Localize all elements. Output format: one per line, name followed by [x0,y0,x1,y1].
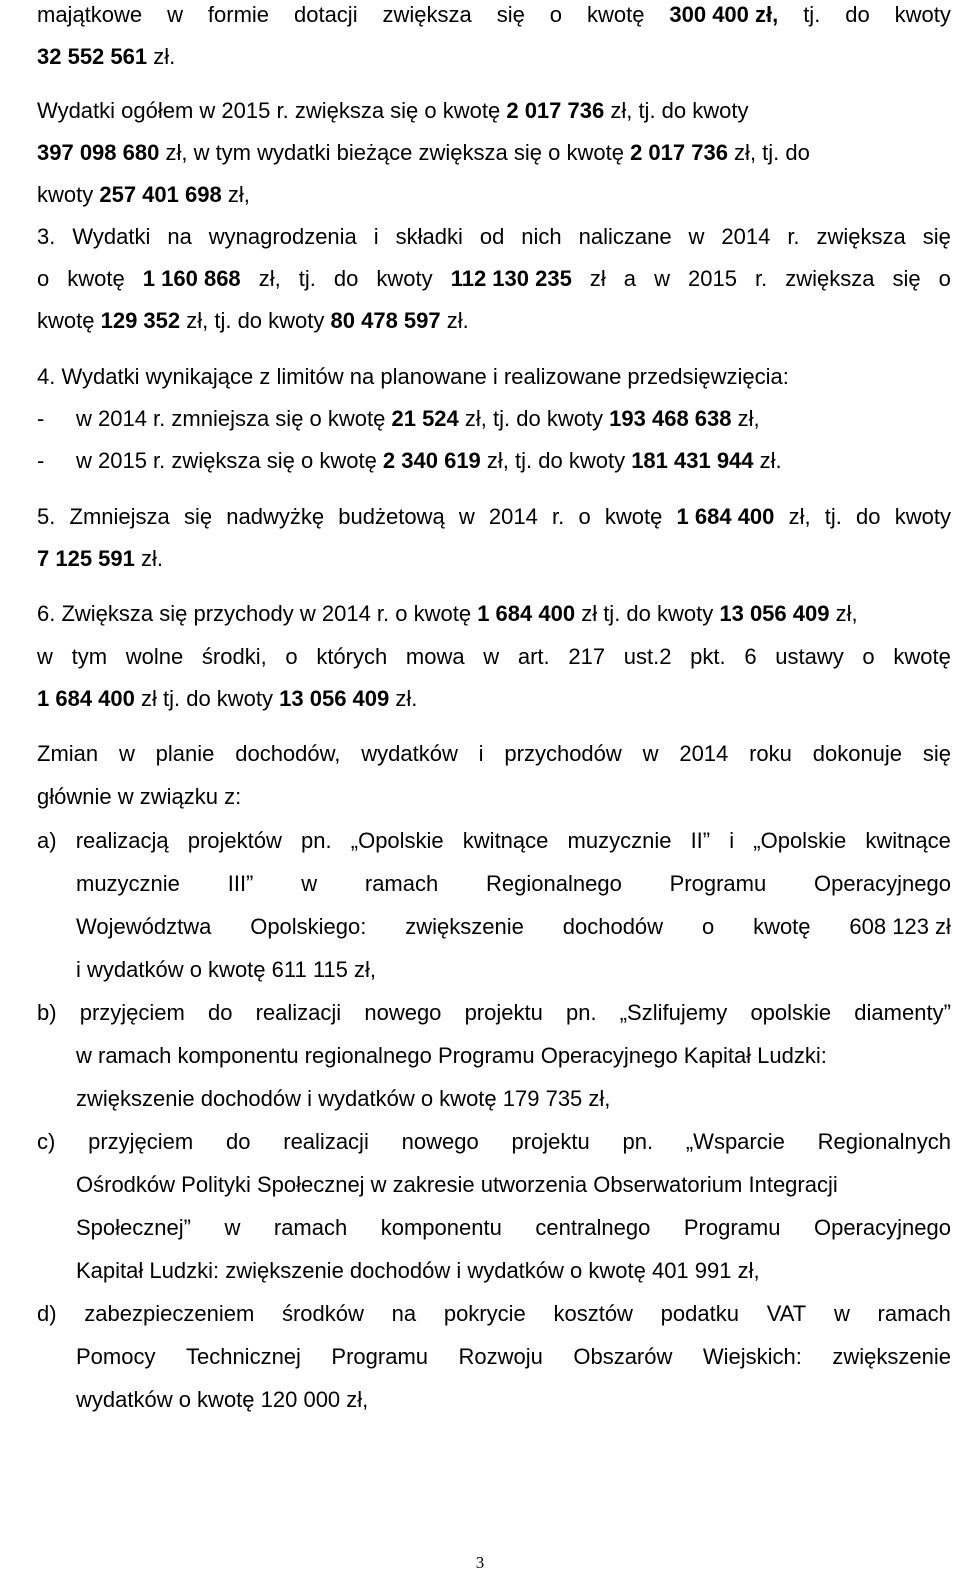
item-b-line-3: zwiększenie dochodów i wydatków o kwotę 179 735 zł, [76,1086,611,1111]
word: ramach [273,1215,348,1240]
word: ust.2 [623,644,672,669]
word: o [37,266,50,291]
changes-intro-line-1 [37,741,951,767]
word: c) [37,1129,56,1154]
word: zwiększa [816,224,906,249]
word: r. [552,504,565,529]
word: projektu [464,1000,543,1025]
word: w [654,266,670,291]
word: o [862,644,875,669]
word: wydatków [361,741,458,766]
word: zwiększa [785,266,875,291]
word: przyjęciem [88,1129,194,1154]
word: realizacją [75,828,169,853]
word: a [623,266,637,291]
word: składki [395,224,463,249]
word: realizacji [255,1000,342,1025]
word: diamenty” [854,1000,951,1025]
item-6-line-3: 1 684 400 zł tj. do kwoty 13 056 409 zł. [37,686,418,711]
expenses-2015-line-1: Wydatki ogółem w 2015 r. zwiększa się o kwotę 2 017 736 zł, tj. do kwoty [37,98,749,123]
word: Programu [331,1344,428,1369]
word: się [922,741,951,766]
word: d) [37,1301,57,1326]
item-c-line-3 [76,1215,951,1241]
page-number: 3 [475,1553,485,1572]
word: centralnego [535,1215,651,1240]
word: mowa [405,644,465,669]
word: pn. [622,1129,654,1154]
word: tym [71,644,108,669]
word: „Opolskie [753,828,847,853]
word: o [938,266,951,291]
word: środków [281,1301,364,1326]
word: kwoty [894,2,951,27]
item-a-line-1 [37,828,951,854]
word: podatku [660,1301,739,1326]
word: roku [749,741,792,766]
word: ramach [877,1301,951,1326]
continuation-line-1 [37,2,951,28]
item-a-line-4: i wydatków o kwotę 611 115 zł, [76,957,377,982]
word: w [458,504,475,529]
word: przyjęciem [79,1000,185,1025]
word: się [922,224,951,249]
word: projektu [511,1129,590,1154]
item-3-line-2 [37,266,951,292]
word: pn. [565,1000,597,1025]
word: r. [787,224,800,249]
word: w [688,224,705,249]
word: 608 123 zł [849,914,951,939]
word: Pomocy [76,1344,156,1369]
word: kwotę [586,2,645,27]
expenses-2015-line-2: 397 098 680 zł, w tym wydatki bieżące zwiększa się o kwotę 2 017 736 zł, tj. do [37,140,810,165]
word: się [183,504,213,529]
word: 112 130 235 [450,266,572,291]
word: od [479,224,505,249]
word: II” [690,828,711,853]
word: 300 400 zł, [669,2,779,27]
word: Technicznej [185,1344,301,1369]
continuation-line-2: 32 552 561 zł. [37,44,176,69]
item-5-line-2: 7 125 591 zł. [37,546,163,571]
word: „Opolskie [350,828,444,853]
word: planie [155,741,215,766]
item-4-heading: 4. Wydatki wynikające z limitów na planowane i realizowane przedsięwzięcia: [37,364,789,389]
word: Zmian [37,741,99,766]
word: nowego [401,1129,479,1154]
word: formie [207,2,270,27]
word: tj. [298,266,316,291]
word: zł [589,266,606,291]
item-b-line-2: w ramach komponentu regionalnego Programu Operacyjnego Kapitał Ludzki: [76,1043,827,1068]
word: tj. [824,504,842,529]
word: art. [517,644,550,669]
word: Opolskiego: [250,914,367,939]
item-c-line-4: Kapitał Ludzki: zwiększenie dochodów i wydatków o kwotę 401 991 zł, [76,1258,760,1283]
item-4-line-2015: w 2015 r. zwiększa się o kwotę 2 340 619 zł, tj. do kwoty 181 431 944 zł. [76,448,782,473]
word: 2015 [687,266,737,291]
word: wolne [125,644,184,669]
word: kwoty [376,266,433,291]
item-3-line-1 [37,224,951,250]
word: o [578,504,591,529]
word: kwotę [604,504,663,529]
item-4-line-2014: w 2014 r. zmniejsza się o kwotę 21 524 zł, tj. do kwoty 193 468 638 zł, [76,406,760,431]
word: dochodów, [235,741,341,766]
word: Regionalnego [486,871,622,896]
word: dokonuje [812,741,903,766]
word: o [549,2,563,27]
item-d-line-3: wydatków o kwotę 120 000 zł, [76,1387,369,1412]
word: Województwa [76,914,212,939]
word: i [373,224,379,249]
word: Operacyjnego [813,1215,951,1240]
word: zwiększenie [405,914,524,939]
word: nich [521,224,562,249]
word: kwitnące [462,828,549,853]
word: realizacji [283,1129,369,1154]
word: w [833,1301,850,1326]
word: 2014 [721,224,771,249]
item-6-line-2 [37,644,951,670]
word: środki, [201,644,267,669]
word: Programu [669,871,767,896]
item-c-line-1 [37,1129,951,1155]
word: Programu [683,1215,781,1240]
word: w [167,2,183,27]
word: których [316,644,388,669]
word: 2014 [488,504,538,529]
word: budżetową [338,504,445,529]
word: Obszarów [573,1344,673,1369]
word: 217 [568,644,606,669]
word: Operacyjnego [814,871,951,896]
word: pokrycie [443,1301,526,1326]
word: muzycznie [76,871,180,896]
word: na [167,224,192,249]
word: zwiększa [382,2,472,27]
word: ustawy [775,644,844,669]
item-a-line-2 [76,871,951,897]
word: 3. [37,224,56,249]
item-d-line-2 [76,1344,951,1370]
word: kwotę [893,644,951,669]
word: opolskie [750,1000,832,1025]
word: muzycznie [567,828,672,853]
word: ramach [364,871,439,896]
word: nowego [364,1000,442,1025]
word: a) [37,828,57,853]
word: „Wsparcie [685,1129,785,1154]
word: pkt. [690,644,726,669]
word: r. [754,266,768,291]
word: w [37,644,53,669]
word: i [478,741,484,766]
word: dotacji [293,2,358,27]
word: b) [37,1000,57,1025]
word: Zmniejsza [69,504,170,529]
expenses-2015-line-3: kwoty 257 401 698 zł, [37,182,250,207]
item-6-line-1: 6. Zwiększa się przychody w 2014 r. o kwotę 1 684 400 zł tj. do kwoty 13 056 409 zł, [37,601,858,626]
word: do [333,266,359,291]
word: naliczane [578,224,672,249]
word: się [892,266,921,291]
word: III” [227,871,254,896]
word: kwoty [894,504,951,529]
item-c-line-2: Ośrodków Polityki Społecznej w zakresie utworzenia Obserwatorium Integracji [76,1172,838,1197]
item-3-line-3: kwotę 129 352 zł, tj. do kwoty 80 478 597 zł. [37,308,469,333]
word: 1 160 868 [142,266,241,291]
word: kosztów [553,1301,633,1326]
word: kwotę [753,914,811,939]
word: dochodów [562,914,664,939]
item-4-dash-1: - [37,406,45,431]
word: 6 [744,644,757,669]
word: kwotę [67,266,125,291]
word: przychodów [504,741,622,766]
word: VAT [766,1301,807,1326]
word: tj. [803,2,821,27]
word: i [729,828,735,853]
word: do [226,1129,251,1154]
word: wynagrodzenia [208,224,357,249]
item-a-line-3 [76,914,951,940]
word: zł, [788,504,811,529]
word: w [118,741,135,766]
item-5-line-1 [37,504,951,530]
word: zabezpieczeniem [84,1301,255,1326]
word: nadwyżkę [226,504,325,529]
word: 1 684 400 [676,504,775,529]
item-d-line-1 [37,1301,951,1327]
changes-intro-line-2: głównie w związku z: [37,784,242,809]
word: kwitnące [865,828,951,853]
word: majątkowe [37,2,143,27]
word: zł, [258,266,281,291]
word: Społecznej” [76,1215,191,1240]
word: komponentu [380,1215,502,1240]
word: Regionalnych [817,1129,951,1154]
word: 5. [37,504,56,529]
word: do [856,504,881,529]
item-4-dash-2: - [37,448,45,473]
word: 2014 [679,741,729,766]
word: o [701,914,715,939]
word: w [483,644,500,669]
word: w [642,741,659,766]
word: Wiejskich: [702,1344,802,1369]
word: w [301,871,318,896]
word: Rozwoju [458,1344,543,1369]
word: w [224,1215,241,1240]
word: „Szlifujemy [619,1000,728,1025]
word: o [285,644,298,669]
word: pn. [301,828,332,853]
word: Wydatki [72,224,151,249]
word: projektów [187,828,282,853]
word: zwiększenie [832,1344,951,1369]
word: do [207,1000,233,1025]
word: do [845,2,870,27]
item-b-line-1 [37,1000,951,1026]
word: się [496,2,525,27]
word: na [391,1301,417,1326]
